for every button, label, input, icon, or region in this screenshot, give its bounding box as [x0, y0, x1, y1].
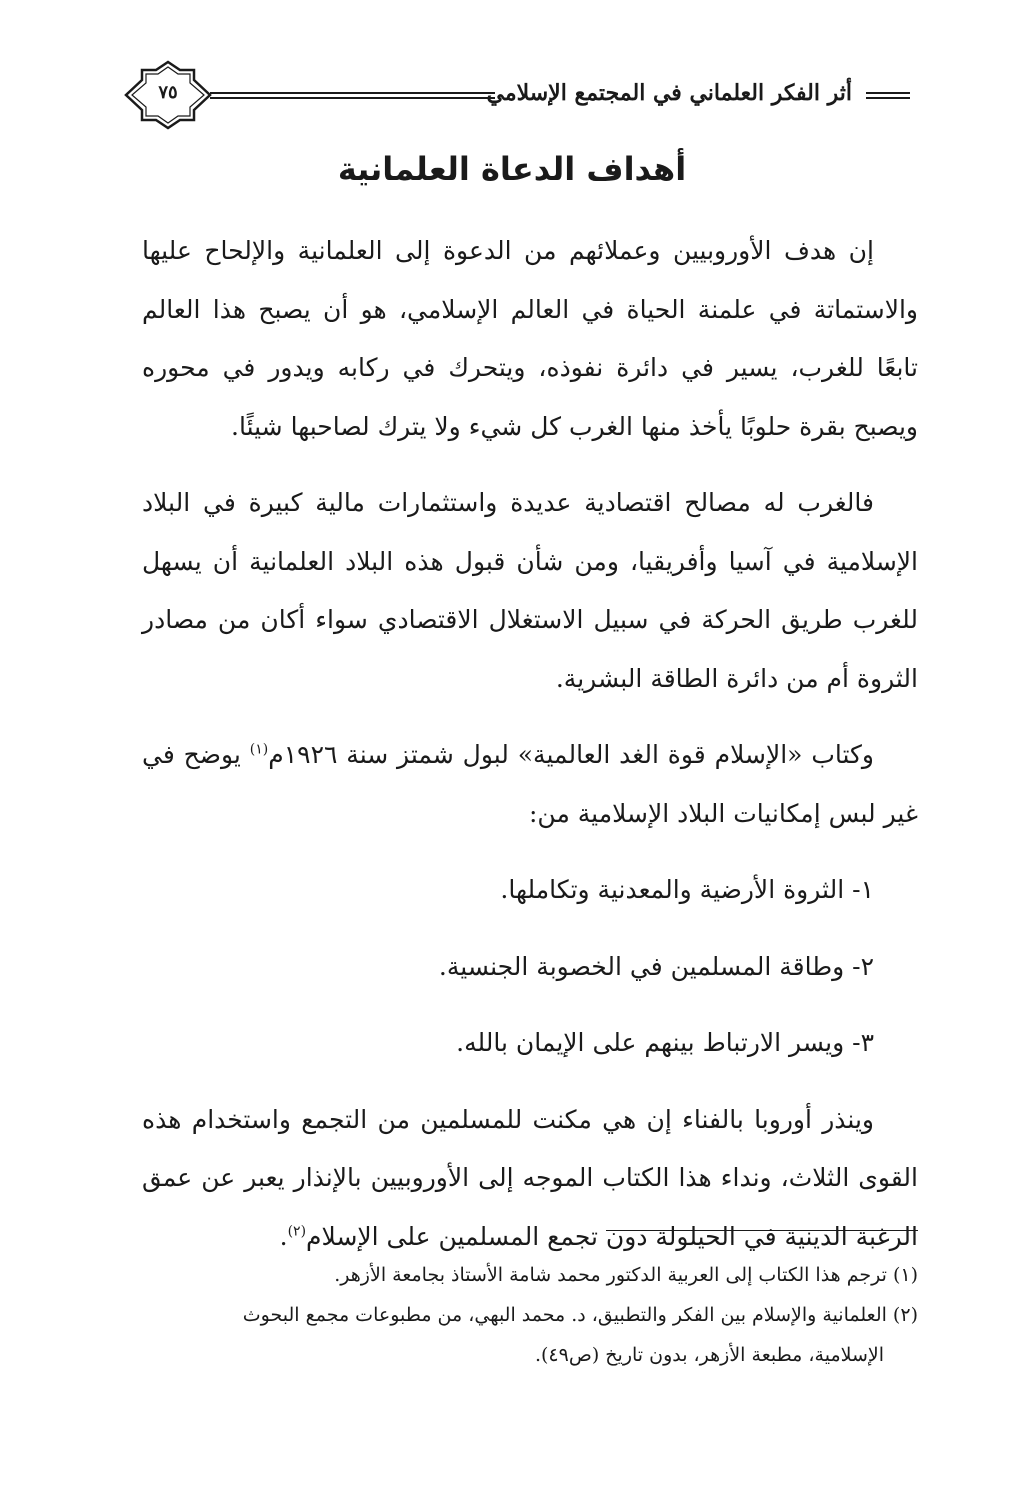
header-rule-right	[866, 92, 910, 99]
running-header-title: أثر الفكر العلماني في المجتمع الإسلامي	[486, 80, 852, 106]
footnote-ref-1: (١)	[249, 741, 269, 758]
paragraph-4-text-b: .	[279, 1221, 288, 1251]
list-item-1: ١- الثروة الأرضية والمعدنية وتكاملها.	[500, 875, 874, 904]
footnotes	[142, 1255, 918, 1375]
running-header	[120, 62, 910, 142]
section-title: أهداف الدعاة العلمانية	[337, 150, 687, 188]
list-item-3: ٣- ويسر الارتباط بينهم على الإيمان بالله.	[456, 1028, 874, 1057]
footnote-2-continuation: الإسلامية، مطبعة الأزهر، بدون تاريخ (ص٤٩).	[534, 1344, 884, 1366]
paragraph-4	[142, 1091, 918, 1267]
list-item-2: ٢- وطاقة المسلمين في الخصوبة الجنسية.	[438, 951, 874, 981]
paragraph-1: إن هدف الأوروبيين وعملائهم من الدعوة إلى العلمانية والإلحاح عليها والاستماتة في علمنة الحياة في العالم الإسلامي، هو أن يصبح هذا العالم تابعًا للغرب، يسير في دائرة نفوذه، ويتحرك في ركابه ويدور في محوره ويصبح بقرة حلوبًا يأخذ منها الغرب كل شيء ولا يترك لصاحبها شيئًا.	[142, 236, 918, 441]
footnote-ref-2: (٢)	[287, 1223, 307, 1240]
page-number: ٧٥	[158, 82, 178, 103]
header-rule-left	[210, 92, 495, 99]
paragraph-4-text-a: وينذر أوروبا بالفناء إن هي مكنت للمسلمين من التجمع واستخدام هذه القوى الثلاث، ونداء هذا الكتاب الموجه إلى الأوروبيين بالإنذار يعبر عن عمق الرغبة الدينية في الحيلولة دون تجمع المسلمين على الإسلام	[142, 1104, 918, 1251]
footnote-2: (٢) العلمانية والإسلام بين الفكر والتطبيق، د. محمد البهي، من مطبوعات مجمع البحوث	[242, 1304, 918, 1326]
paragraph-3-text-a: وكتاب «الإسلام قوة الغد العالمية» لبول شمتز سنة ١٩٢٦م	[268, 740, 874, 769]
footnote-separator	[606, 1230, 918, 1231]
paragraph-2: فالغرب له مصالح اقتصادية عديدة واستثمارات مالية كبيرة في البلاد الإسلامية في آسيا وأفريقيا، ومن شأن قبول هذه البلاد العلمانية أن يسهل للغرب طريق الحركة في سبيل الاستغلال الاقتصادي سواء أكان من مصادر الثروة أم من دائرة الطاقة البشرية.	[142, 488, 918, 693]
body-text	[142, 222, 918, 1266]
paragraph-3	[142, 726, 918, 843]
paragraph-3-text-b: يوضح في غير لبس إمكانيات البلاد الإسلامية من:	[142, 740, 918, 828]
page-number-badge	[120, 60, 216, 130]
footnote-1: (١) ترجم هذا الكتاب إلى العربية الدكتور محمد شامة الأستاذ بجامعة الأزهر.	[334, 1264, 918, 1286]
